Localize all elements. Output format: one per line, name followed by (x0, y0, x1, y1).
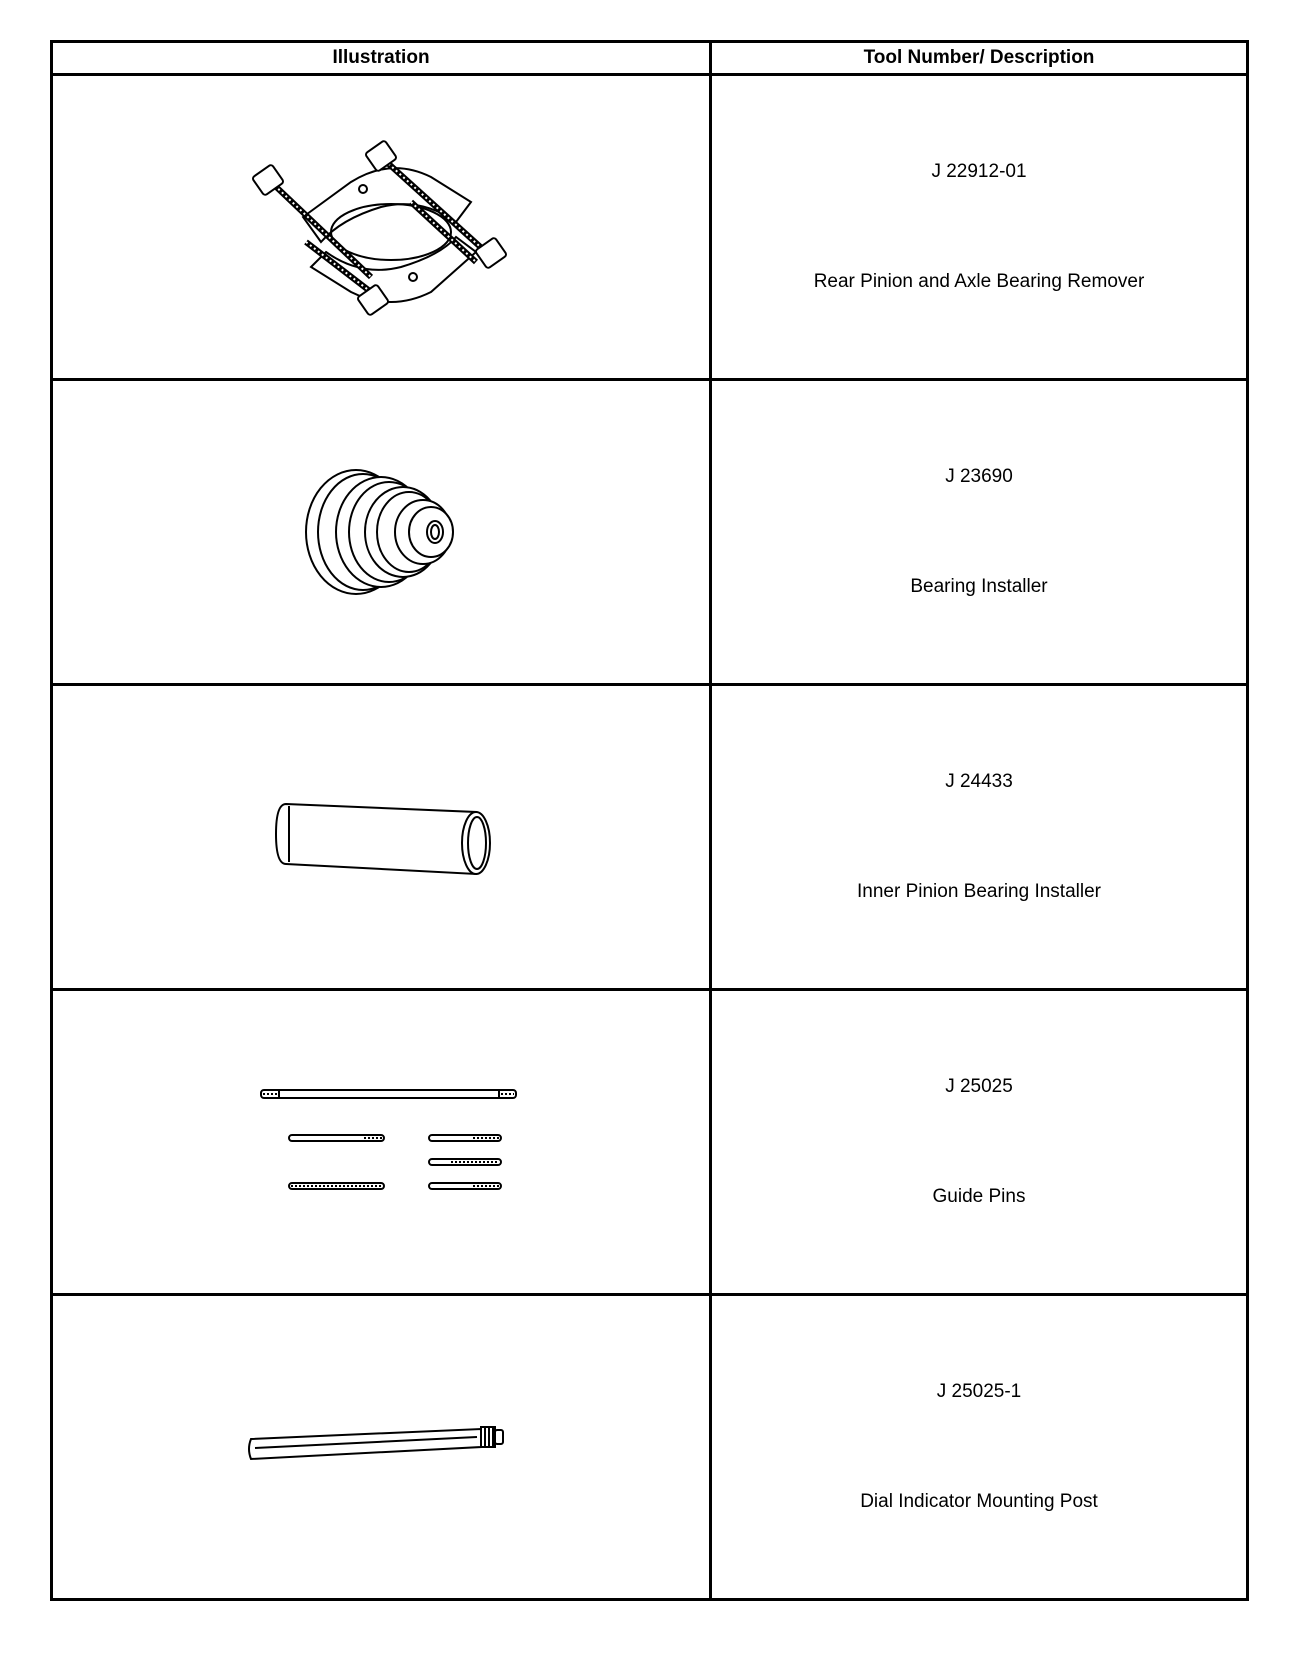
description-cell (711, 380, 1248, 685)
tool-description: Inner Pinion Bearing Installer (857, 881, 1101, 902)
description-cell (711, 75, 1248, 380)
stepped-bearing-installer-icon (281, 457, 481, 607)
description-cell (711, 990, 1248, 1295)
description-cell (711, 685, 1248, 990)
tool-number: J 25025 (945, 1076, 1013, 1097)
tube-installer-icon (261, 792, 501, 882)
description-cell (711, 1295, 1248, 1600)
illustration-column-header: Illustration (52, 42, 711, 75)
illustration-cell (52, 380, 711, 685)
tool-number: J 25025-1 (936, 1381, 1022, 1402)
table-row (52, 75, 1248, 380)
illustration-cell (52, 685, 711, 990)
mounting-post-icon (241, 1417, 521, 1477)
table-row (52, 990, 1248, 1295)
tool-description: Guide Pins (932, 1186, 1026, 1207)
illustration-cell (52, 990, 711, 1295)
special-tools-table (50, 40, 1249, 1601)
bearing-separator-icon (231, 127, 531, 327)
tool-description: Dial Indicator Mounting Post (860, 1491, 1098, 1512)
illustration-cell (52, 1295, 711, 1600)
tool-description: Rear Pinion and Axle Bearing Remover (813, 271, 1145, 292)
illustration-cell (52, 75, 711, 380)
tool-number: J 22912-01 (931, 161, 1027, 182)
tool-number: J 23690 (945, 466, 1013, 487)
tool-number: J 24433 (945, 771, 1013, 792)
description-column-header: Tool Number/ Description (711, 42, 1248, 75)
table-row (52, 380, 1248, 685)
tool-description: Bearing Installer (910, 576, 1048, 597)
table-header-row (52, 42, 1248, 75)
table-row (52, 685, 1248, 990)
table-row (52, 1295, 1248, 1600)
guide-pins-icon (241, 1082, 521, 1202)
